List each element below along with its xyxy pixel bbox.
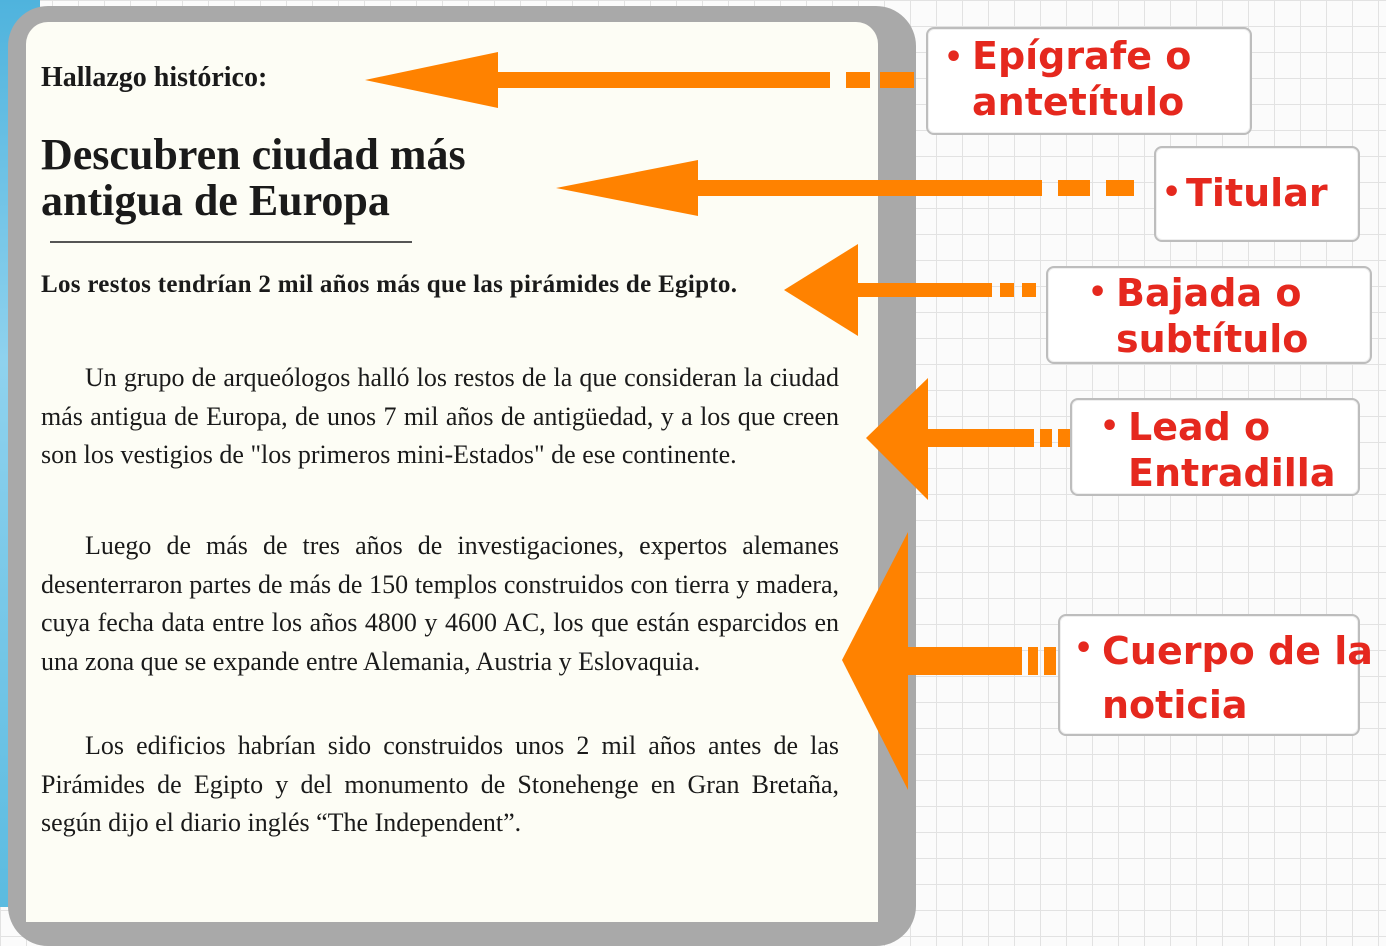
label-headline [1154,146,1360,242]
label-bullet: • [944,40,964,75]
label-lead [1070,398,1360,496]
label-subtitle [1046,266,1372,364]
label-subtitle-text: Bajada o subtítulo [1116,271,1309,361]
label-bullet: • [1074,631,1094,666]
label-body [1058,614,1373,736]
article-body-paragraph-1: Luego de más de tres años de investigaciones, expertos alemanes desenterraron partes de más de 150 templos construidos con tierra y madera, cuya fecha data entre los años 4800 y 4600 AC, los que están esparcidos en una zona que se expande entre Alemania, Austria y Eslovaquia. [41,531,839,676]
arrow-headline [556,160,1134,216]
label-epigraph-text: Epígrafe o antetítulo [972,34,1192,124]
label-headline-text: Titular [1186,171,1328,215]
arrow-epigraph [365,52,914,108]
article-body-paragraph-2: Los edificios habrían sido construidos unos 2 mil años antes de las Pirámides de Egipto y del monumento de Stonehenge en Gran Bretaña, según dijo el diario inglés “The Independent”. [41,731,839,837]
article-epigraph: Hallazgo histórico: [41,62,268,93]
label-bullet: • [1088,275,1108,310]
article-subtitle: Los restos tendrían 2 mil años más que las pirámides de Egipto. [41,271,738,298]
label-lead-text: Lead o Entradilla [1128,405,1336,495]
label-epigraph [926,27,1252,135]
arrow-body [842,532,1056,790]
arrow-lead [866,378,1070,500]
article-headline: Descubren ciudad más antigua de Europa [41,130,466,225]
arrow-subtitle [784,244,1036,336]
label-bullet: • [1100,409,1120,444]
label-body-text: Cuerpo de la noticia [1102,629,1373,727]
article-lead-paragraph: Un grupo de arqueólogos halló los restos de la que consideran la ciudad más antigua de Europa, de unos 7 mil años de antigüedad, y a los que creen son los vestigios de "los primeros mini-Estados" de ese continente. [41,363,839,469]
label-bullet: • [1162,175,1182,210]
